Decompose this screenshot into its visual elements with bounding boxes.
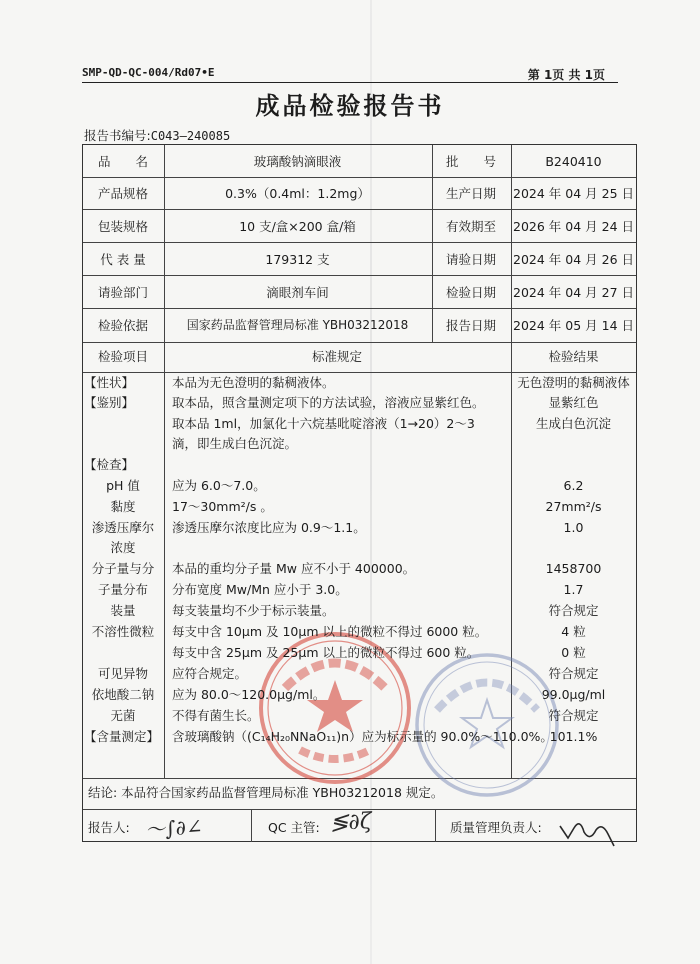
result-value: 1458700 [545, 561, 602, 576]
result-standard: 每支装量均不少于标示装量。 [172, 603, 335, 618]
result-value: 符合规定 [548, 708, 599, 723]
result-standard: 含玻璃酸钠（(C₁₄H₂₀NNaO₁₁)n）应为标示量的 90.0%～110.0%。 [172, 729, 553, 744]
result-item: 依地酸二钠 [91, 687, 155, 702]
result-standard: 应为 80.0～120.0μg/ml。 [172, 687, 326, 702]
result-standard: 应符合规定。 [172, 666, 248, 681]
page-info: 第 1页 共 1页 [527, 68, 605, 82]
test-date-label: 检验日期 [445, 284, 496, 300]
result-value: 显紫红色 [548, 395, 599, 410]
product-spec: 0.3%（0.4ml：1.2mg） [225, 186, 370, 201]
result-item: 无菌 [110, 708, 136, 723]
result-item: 浓度 [110, 540, 136, 555]
result-item: 黏度 [110, 499, 136, 514]
qa-label: 质量管理负责人: [450, 820, 542, 835]
package-label: 包装规格 [97, 218, 148, 234]
quantity: 179312 支 [265, 251, 330, 267]
result-item: 装量 [110, 603, 136, 618]
request-date: 2024 年 04 月 26 日 [513, 251, 634, 267]
result-value: 符合规定 [548, 603, 599, 618]
report-date-label: 报告日期 [445, 317, 496, 333]
result-value: 1.7 [563, 582, 584, 597]
batch-label: 批 号 [445, 154, 496, 169]
result-standard: 每支中含 25μm 及 25μm 以上的微粒不得过 600 粒。 [172, 645, 480, 660]
package-spec: 10 支/盒×200 盒/箱 [239, 218, 356, 234]
qc-signature: ≶∂ζ [329, 808, 373, 837]
result-standard: 渗透压摩尔浓度比应为 0.9～1.1。 [172, 520, 366, 535]
quantity-label: 代 表 量 [100, 251, 146, 267]
reporter-signature: 〜∫∂∠ [144, 814, 204, 842]
result-standard: 不得有菌生长。 [172, 708, 260, 723]
col-header-standard: 标准规定 [311, 349, 362, 364]
result-value: 1.0 [563, 520, 584, 535]
result-value: 99.0μg/ml [541, 687, 606, 702]
result-standard: 取本品 1ml，加氯化十六烷基吡啶溶液（1→20）2～3 [172, 416, 475, 431]
document-code: SMP-QD-QC-004/Rd07•E [82, 66, 215, 79]
result-item: 子量分布 [97, 582, 148, 597]
result-standard: 分布宽度 Mw/Mn 应小于 3.0。 [172, 582, 348, 597]
report-date: 2024 年 05 月 14 日 [513, 317, 634, 333]
test-date: 2024 年 04 月 27 日 [513, 284, 634, 300]
request-dept: 滴眼剂车间 [266, 284, 329, 300]
result-value: 0 粒 [561, 645, 586, 660]
result-item: 渗透压摩尔 [91, 520, 155, 535]
product-name: 玻璃酸钠滴眼液 [253, 154, 342, 169]
result-standard: 本品为无色澄明的黏稠液体。 [172, 375, 335, 390]
spec-label: 产品规格 [97, 186, 148, 201]
basis-label: 检验依据 [97, 317, 148, 333]
result-item: 【含量测定】 [84, 729, 160, 744]
dept-label: 请验部门 [97, 284, 148, 300]
result-value: 生成白色沉淀 [535, 416, 611, 431]
qa-signature [556, 812, 616, 848]
report-number [84, 126, 230, 144]
result-item: 【性状】 [84, 375, 135, 390]
result-item: 【鉴别】 [84, 395, 135, 410]
col-header-result: 检验结果 [548, 349, 599, 364]
result-item: 分子量与分 [91, 561, 155, 576]
result-standard: 每支中含 10μm 及 10μm 以上的微粒不得过 6000 粒。 [172, 624, 488, 639]
reporter-label: 报告人: [88, 820, 130, 835]
report-number-label: 报告书编号: [84, 128, 151, 143]
col-header-item: 检验项目 [97, 349, 148, 364]
result-value: 101.1% [549, 729, 598, 744]
report-title: 成品检验报告书 [255, 91, 445, 120]
result-value: 4 粒 [561, 624, 586, 639]
result-standard: 滴，即生成白色沉淀。 [172, 436, 298, 451]
result-value: 6.2 [563, 478, 584, 493]
qc-label: QC 主管: [268, 820, 320, 835]
conclusion-text: 结论: 本品符合国家药品监督管理局标准 YBH03212018 规定。 [88, 785, 444, 800]
batch-number: B240410 [545, 153, 602, 169]
report-number-value: C043—240085 [150, 129, 231, 143]
mfg-date-label: 生产日期 [445, 186, 496, 201]
result-value: 符合规定 [548, 666, 599, 681]
expiry-date: 2026 年 04 月 24 日 [513, 218, 634, 234]
result-item: pH 值 [106, 478, 140, 493]
product-name-label: 品 名 [97, 154, 148, 169]
mfg-date: 2024 年 04 月 25 日 [513, 186, 634, 201]
request-date-label: 请验日期 [445, 251, 496, 267]
result-item: 【检查】 [84, 457, 135, 472]
result-standard: 取本品，照含量测定项下的方法试验，溶液应显紫红色。 [172, 395, 485, 410]
result-value: 27mm²/s [545, 499, 602, 514]
result-value: 无色澄明的黏稠液体 [517, 375, 630, 390]
header-rule [82, 82, 618, 83]
result-item: 不溶性微粒 [91, 624, 155, 639]
result-item: 可见异物 [97, 666, 148, 681]
expiry-label: 有效期至 [445, 218, 496, 234]
test-basis: 国家药品监督管理局标准 YBH03212018 [186, 318, 409, 332]
result-standard: 应为 6.0～7.0。 [172, 478, 266, 493]
result-standard: 17～30mm²/s 。 [172, 499, 273, 514]
result-standard: 本品的重均分子量 Mw 应不小于 400000。 [172, 561, 416, 576]
